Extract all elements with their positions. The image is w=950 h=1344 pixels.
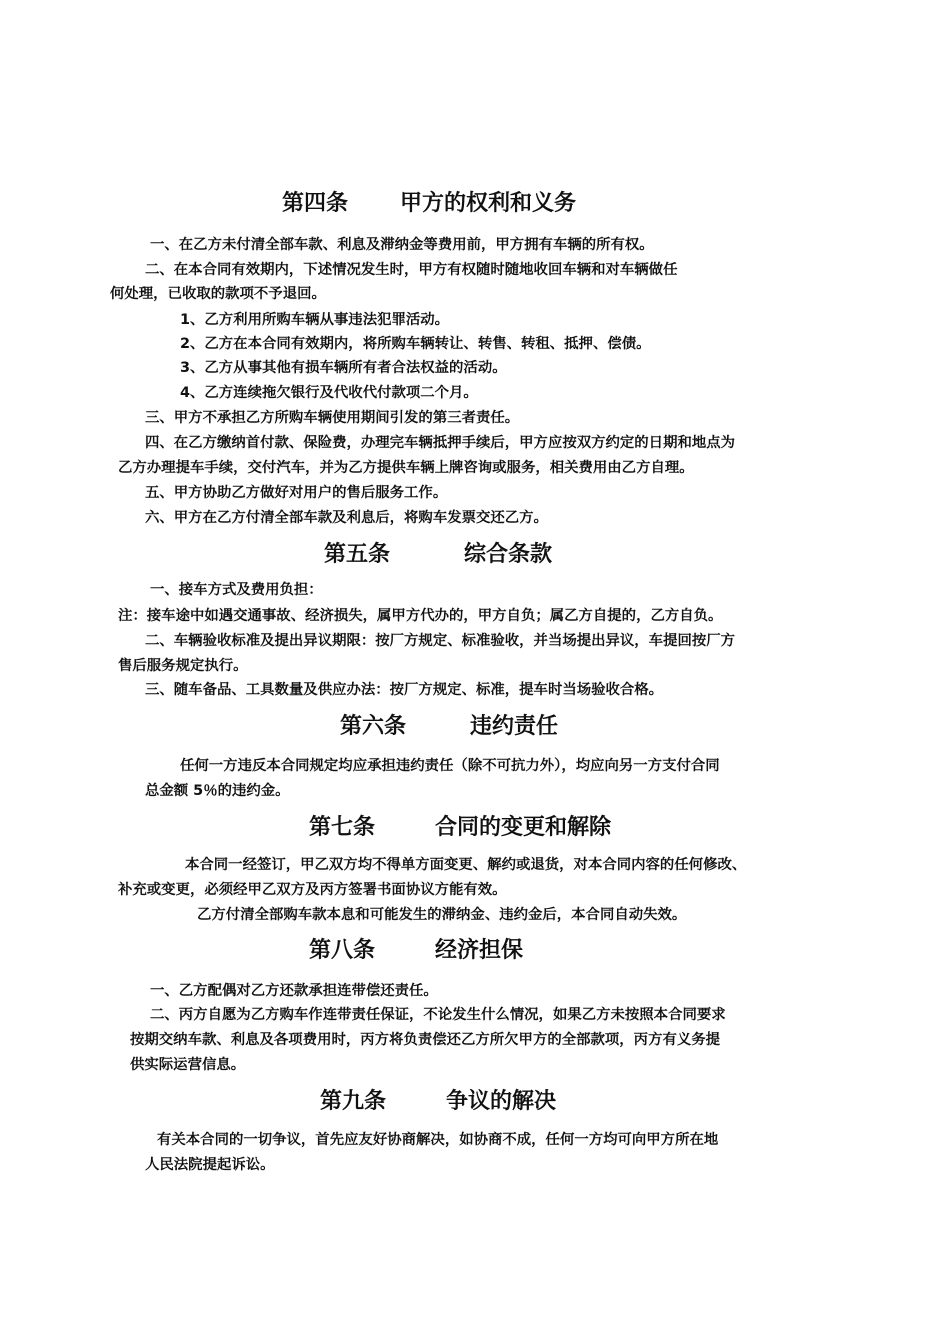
article6-line: 总金额 5％的违约金。 — [145, 783, 290, 799]
article8-line: 一、乙方配偶对乙方还款承担连带偿还责任。 — [150, 983, 438, 999]
article4-line: 4、乙方连续拖欠银行及代收代付款项二个月。 — [180, 385, 478, 401]
article9-number: 第九条 — [320, 1089, 387, 1114]
article4-title: 甲方的权利和义务 — [400, 191, 577, 216]
article9-line: 人民法院提起诉讼。 — [145, 1157, 275, 1173]
article4-line: 2、乙方在本合同有效期内，将所购车辆转让、转售、转租、抵押、偿债。 — [180, 336, 651, 352]
article4-line: 何处理，已收取的款项不予退回。 — [110, 286, 326, 302]
article8-line: 二、丙方自愿为乙方购车作连带责任保证，不论发生什么情况，如果乙方未按照本合同要求 — [150, 1007, 726, 1023]
article4-line: 3、乙方从事其他有损车辆所有者合法权益的活动。 — [180, 360, 507, 376]
article5-heading — [324, 541, 553, 569]
article7-number: 第七条 — [309, 815, 376, 840]
article6-heading — [340, 713, 559, 741]
article9-title: 争议的解决 — [446, 1089, 557, 1114]
article7-line: 本合同一经签订，甲乙双方均不得单方面变更、解约或退货，对本合同内容的任何修改、 — [185, 857, 747, 873]
article6-title: 违约责任 — [470, 714, 559, 739]
article4-line: 1、乙方利用所购车辆从事违法犯罪活动。 — [180, 312, 450, 328]
article8-heading — [309, 937, 524, 965]
article8-line: 按期交纳车款、利息及各项费用时，丙方将负责偿还乙方所欠甲方的全部款项，丙方有义务提 — [130, 1032, 721, 1048]
article7-title: 合同的变更和解除 — [435, 815, 612, 840]
article4-line: 六、甲方在乙方付清全部车款及利息后，将购车发票交还乙方。 — [145, 510, 548, 526]
article5-line: 三、随车备品、工具数量及供应办法：按厂方规定、标准，提车时当场验收合格。 — [145, 682, 664, 698]
article4-line: 四、在乙方缴纳首付款、保险费，办理完车辆抵押手续后，甲方应按双方约定的日期和地点为 — [145, 435, 736, 451]
article6-line: 任何一方违反本合同规定均应承担违约责任（除不可抗力外），均应向另一方支付合同 — [180, 758, 720, 774]
article4-line: 五、甲方协助乙方做好对用户的售后服务工作。 — [145, 485, 448, 501]
article8-title: 经济担保 — [435, 938, 524, 963]
article4-line: 一、在乙方未付清全部车款、利息及滞纳金等费用前，甲方拥有车辆的所有权。 — [150, 237, 654, 253]
article5-line: 售后服务规定执行。 — [118, 658, 248, 674]
article7-line: 乙方付清全部购车款本息和可能发生的滞纳金、违约金后，本合同自动失效。 — [197, 907, 687, 923]
article4-heading — [282, 190, 577, 218]
article5-title: 综合条款 — [464, 542, 553, 567]
article9-heading — [320, 1088, 557, 1116]
article4-number: 第四条 — [282, 191, 349, 216]
article9-line: 有关本合同的一切争议，首先应友好协商解决，如协商不成，任何一方均可向甲方所在地 — [157, 1132, 719, 1148]
article7-heading — [309, 814, 612, 842]
article5-number: 第五条 — [324, 542, 391, 567]
article5-line: 注：接车途中如遇交通事故、经济损失，属甲方代办的，甲方自负；属乙方自提的，乙方自负。 — [118, 608, 723, 624]
article7-line: 补充或变更，必须经甲乙双方及丙方签署书面协议方能有效。 — [118, 882, 507, 898]
article6-number: 第六条 — [340, 714, 407, 739]
article8-line: 供实际运营信息。 — [130, 1057, 246, 1073]
article4-line: 二、在本合同有效期内，下述情况发生时，甲方有权随时随地收回车辆和对车辆做任 — [145, 262, 678, 278]
article4-line: 三、甲方不承担乙方所购车辆使用期间引发的第三者责任。 — [145, 410, 520, 426]
article4-line: 乙方办理提车手续，交付汽车，并为乙方提供车辆上牌咨询或服务，相关费用由乙方自理。 — [118, 460, 694, 476]
article5-line: 二、车辆验收标准及提出异议期限：按厂方规定、标准验收，并当场提出异议，车提回按厂方 — [145, 633, 736, 649]
article5-line: 一、接车方式及费用负担： — [150, 582, 323, 598]
article8-number: 第八条 — [309, 938, 376, 963]
